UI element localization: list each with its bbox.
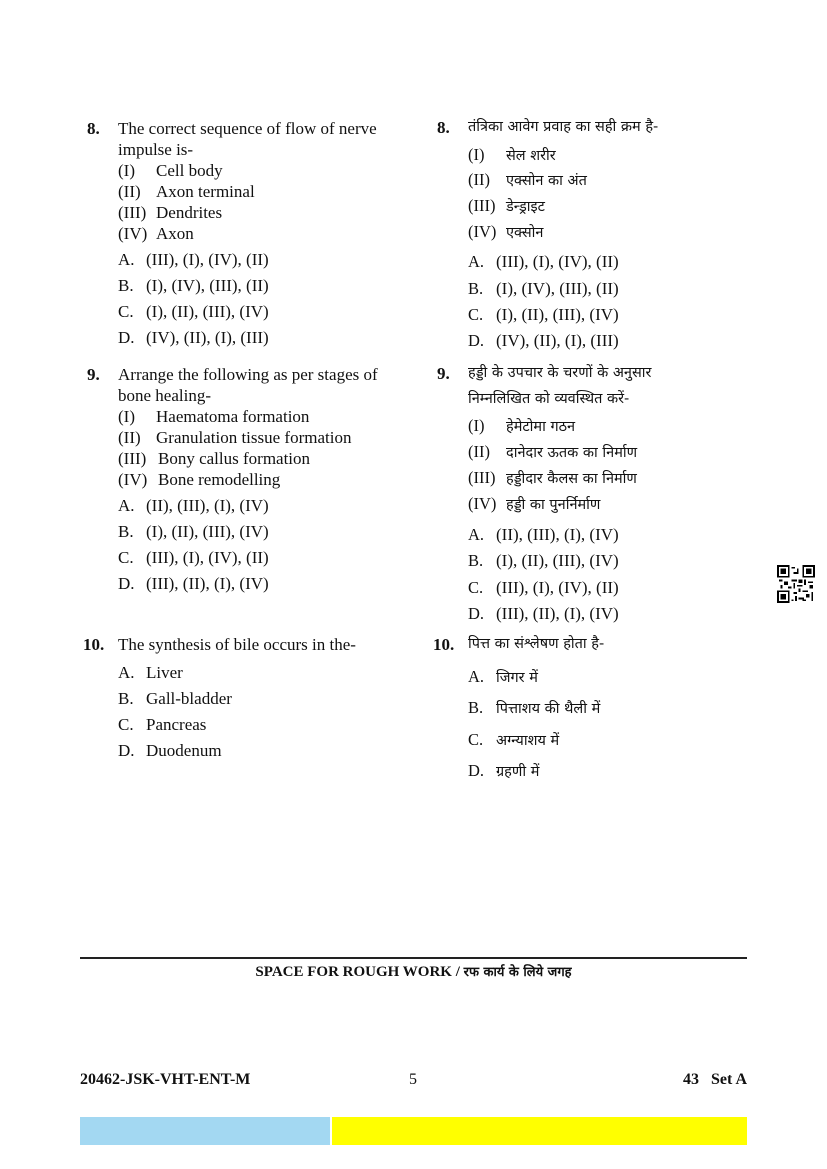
statement: (III) हड्डीदार कैलस का निर्माण bbox=[468, 468, 637, 487]
question-text: Arrange the following as per stages of bone healing- bbox=[118, 365, 378, 405]
option-a: A. जिगर में bbox=[468, 667, 538, 686]
statement: (II) Granulation tissue formation bbox=[118, 428, 352, 447]
option-c: C. (III), (I), (IV), (II) bbox=[468, 578, 619, 597]
question-8-hi bbox=[437, 117, 757, 357]
footer-color-bar-blue bbox=[80, 1117, 330, 1145]
statement: (IV) हड्डी का पुनर्निर्माण bbox=[468, 494, 601, 513]
question-number: 8. bbox=[437, 118, 450, 137]
option-d: D. Duodenum bbox=[118, 741, 222, 760]
statement: (I) सेल शरीर bbox=[468, 145, 556, 164]
qr-code-icon bbox=[777, 565, 815, 603]
question-number: 10. bbox=[433, 635, 455, 654]
question-text-line2: निम्नलिखित को व्यवस्थित करें- bbox=[468, 391, 630, 407]
statement: (IV) Axon bbox=[118, 224, 194, 243]
footer-color-bar-yellow bbox=[332, 1117, 747, 1145]
option-c: C. (III), (I), (IV), (II) bbox=[118, 548, 269, 567]
paper-code: 20462-JSK-VHT-ENT-M bbox=[80, 1071, 251, 1088]
statement: (IV) Bone remodelling bbox=[118, 470, 281, 489]
option-c: C. (I), (II), (III), (IV) bbox=[468, 305, 619, 324]
option-c: C. (I), (II), (III), (IV) bbox=[118, 302, 269, 321]
option-d: D. (IV), (II), (I), (III) bbox=[118, 328, 269, 347]
option-c: C. अग्न्याशय में bbox=[468, 730, 560, 749]
option-a: A. (III), (I), (IV), (II) bbox=[118, 250, 269, 269]
statement: (III) Bony callus formation bbox=[118, 449, 311, 468]
question-text: The correct sequence of flow of nerve impulse is- bbox=[118, 119, 377, 159]
option-b: B. (I), (II), (III), (IV) bbox=[468, 551, 619, 570]
question-9-hi bbox=[437, 363, 757, 628]
question-number: 9. bbox=[87, 365, 100, 384]
option-a: A. (III), (I), (IV), (II) bbox=[468, 252, 619, 271]
statement: (III) डेन्ड्राइट bbox=[468, 196, 545, 215]
option-a: A. (II), (III), (I), (IV) bbox=[468, 525, 619, 544]
option-d: D. (III), (II), (I), (IV) bbox=[118, 574, 269, 593]
option-d: D. (IV), (II), (I), (III) bbox=[468, 331, 619, 350]
question-9-en bbox=[87, 364, 407, 604]
page-number: 5 bbox=[409, 1071, 417, 1088]
option-d: D. ग्रहणी में bbox=[468, 761, 540, 780]
question-8-en bbox=[87, 118, 407, 358]
option-b: B. (I), (IV), (III), (II) bbox=[118, 276, 269, 295]
statement: (II) एक्सोन का अंत bbox=[468, 170, 587, 189]
statement: (II) Axon terminal bbox=[118, 182, 255, 201]
rough-work-label: SPACE FOR ROUGH WORK / रफ कार्य के लिये जगह bbox=[255, 964, 572, 980]
option-a: A. (II), (III), (I), (IV) bbox=[118, 496, 269, 515]
option-b: B. पित्ताशय की थैली में bbox=[468, 698, 601, 717]
question-number: 9. bbox=[437, 364, 450, 383]
option-b: B. (I), (IV), (III), (II) bbox=[468, 279, 619, 298]
option-b: B. Gall-bladder bbox=[118, 689, 232, 708]
question-10-hi bbox=[433, 634, 753, 784]
question-text: पित्त का संश्लेषण होता है- bbox=[468, 636, 605, 652]
statement: (I) Cell body bbox=[118, 161, 223, 180]
question-text: The synthesis of bile occurs in the- bbox=[118, 635, 356, 654]
statement: (II) दानेदार ऊतक का निर्माण bbox=[468, 442, 638, 461]
option-b: B. (I), (II), (III), (IV) bbox=[118, 522, 269, 541]
option-c: C. Pancreas bbox=[118, 715, 207, 734]
question-number: 8. bbox=[87, 119, 100, 138]
rough-work-divider bbox=[80, 957, 747, 959]
statement: (III) Dendrites bbox=[118, 203, 223, 222]
statement: (I) Haematoma formation bbox=[118, 407, 310, 426]
option-a: A. Liver bbox=[118, 663, 183, 682]
question-text: तंत्रिका आवेग प्रवाह का सही क्रम है- bbox=[468, 119, 659, 135]
question-text-line1: हड्डी के उपचार के चरणों के अनुसार bbox=[468, 365, 652, 381]
statement: (I) हेमेटोमा गठन bbox=[468, 416, 576, 435]
question-number: 10. bbox=[83, 635, 105, 654]
question-10-en bbox=[83, 634, 403, 774]
set-label: 43 Set A bbox=[683, 1071, 747, 1088]
statement: (IV) एक्सोन bbox=[468, 222, 544, 241]
option-d: D. (III), (II), (I), (IV) bbox=[468, 604, 619, 623]
